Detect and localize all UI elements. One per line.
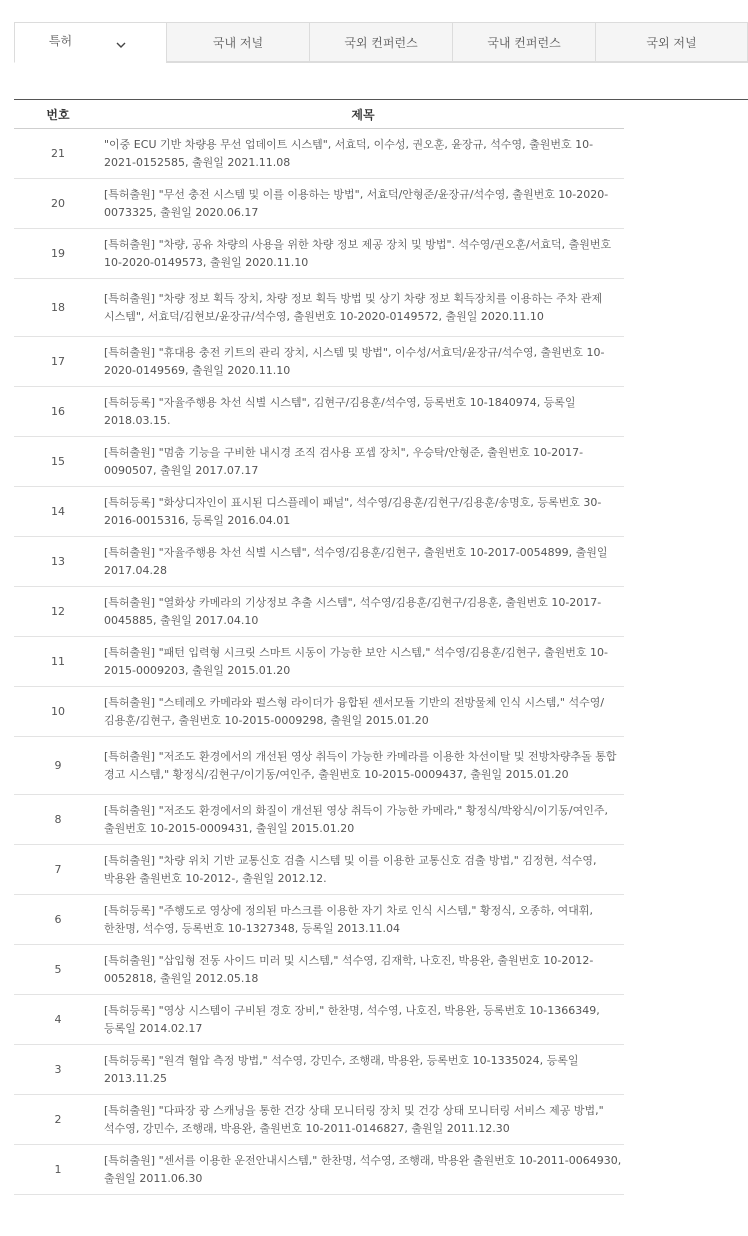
row-number: 15 — [14, 437, 102, 487]
tab-domestic-conference[interactable] — [453, 22, 596, 62]
row-number: 5 — [14, 945, 102, 995]
tab-patent[interactable] — [14, 22, 167, 63]
row-number: 17 — [14, 337, 102, 387]
table-row[interactable] — [14, 437, 624, 487]
row-title: [특허출원] "패턴 입력형 시크릿 스마트 시동이 가능한 보안 시스템," 석수영/김용훈/김현구, 출원번호 10-2015-0009203, 출원일 2015.01.20 — [102, 637, 624, 687]
table-row[interactable] — [14, 229, 624, 279]
row-title: "이중 ECU 기반 차량용 무선 업데이트 시스템", 서효덕, 이수성, 권오훈, 윤장규, 석수영, 출원번호 10-2021-0152585, 출원일 2021.11.08 — [102, 129, 624, 179]
row-number: 8 — [14, 795, 102, 845]
tab-label: 특허 — [48, 34, 73, 48]
table-row[interactable] — [14, 129, 624, 179]
table-row[interactable] — [14, 279, 624, 337]
row-number: 16 — [14, 387, 102, 437]
row-title: [특허출원] "다파장 광 스캐닝을 통한 건강 상태 모니터링 장치 및 건강 상태 모니터링 서비스 제공 방법," 석수영, 강민수, 조행래, 박용완, 출원번호 10-2011-0146827, 출원일 2011.12.30 — [102, 1095, 624, 1145]
row-title: [특허등록] "원격 혈압 측정 방법," 석수영, 강민수, 조행래, 박용완, 등록번호 10-1335024, 등록일 2013.11.25 — [102, 1045, 624, 1095]
row-number: 19 — [14, 229, 102, 279]
row-title: [특허출원] "저조도 환경에서의 개선된 영상 취득이 가능한 카메라를 이용한 차선이탈 및 전방차량추돌 통합 경고 시스템," 황정식/김현구/이기동/여인주, 출원번호 10-2015-0009437, 출원일 2015.01.20 — [102, 737, 624, 795]
table-row[interactable] — [14, 337, 624, 387]
row-number: 3 — [14, 1045, 102, 1095]
row-title: [특허등록] "화상디자인이 표시된 디스플레이 패널", 석수영/김용훈/김현구/김용훈/송명호, 등록번호 30-2016-0015316, 등록일 2016.04.01 — [102, 487, 624, 537]
row-title: [특허출원] "스테레오 카메라와 펄스형 라이더가 융합된 센서모듈 기반의 전방물체 인식 시스템," 석수영/김용훈/김현구, 출원번호 10-2015-0009298, 출원일 2015.01.20 — [102, 687, 624, 737]
table-row[interactable] — [14, 895, 624, 945]
row-title: [특허등록] "자율주행용 차선 식별 시스템", 김현구/김용훈/석수영, 등록번호 10-1840974, 등록일 2018.03.15. — [102, 387, 624, 437]
table-body — [14, 129, 624, 1195]
table-row[interactable] — [14, 587, 624, 637]
row-number: 4 — [14, 995, 102, 1045]
column-header-number: 번호 — [14, 100, 102, 129]
row-title: [특허출원] "휴대용 충전 키트의 관리 장치, 시스템 및 방법", 이수성/서효덕/윤장규/석수영, 출원번호 10-2020-0149569, 출원일 2020.11.10 — [102, 337, 624, 387]
row-number: 13 — [14, 537, 102, 587]
row-number: 11 — [14, 637, 102, 687]
row-title: [특허출원] "센서를 이용한 운전안내시스템," 한찬명, 석수영, 조행래, 박용완 출원번호 10-2011-0064930, 출원일 2011.06.30 — [102, 1145, 624, 1195]
row-title: [특허출원] "차량, 공유 차량의 사용을 위한 차량 정보 제공 장치 및 방법". 석수영/권오훈/서효덕, 출원번호 10-2020-0149573, 출원일 2020.11.10 — [102, 229, 624, 279]
tab-label: 국내 컨퍼런스 — [487, 35, 561, 50]
row-title: [특허출원] "삽입형 전동 사이드 미러 및 시스템," 석수영, 김재학, 나호진, 박용완, 출원번호 10-2012-0052818, 출원일 2012.05.18 — [102, 945, 624, 995]
row-title: [특허등록] "주행도로 영상에 정의된 마스크를 이용한 자기 차로 인식 시스템," 황정식, 오종하, 여대휘, 한찬명, 석수영, 등록번호 10-1327348, 등록일 2013.11.04 — [102, 895, 624, 945]
row-title: [특허출원] "저조도 환경에서의 화질이 개선된 영상 취득이 가능한 카메라," 황정식/박왕식/이기동/여인주, 출원번호 10-2015-0009431, 출원일 2015.01.20 — [102, 795, 624, 845]
row-title: [특허출원] "열화상 카메라의 기상정보 추출 시스템", 석수영/김용훈/김현구/김용훈, 출원번호 10-2017-0045885, 출원일 2017.04.10 — [102, 587, 624, 637]
table-row[interactable] — [14, 1145, 624, 1195]
tab-divider — [166, 62, 748, 63]
row-title: [특허등록] "영상 시스템이 구비된 경호 장비," 한찬명, 석수영, 나호진, 박용완, 등록번호 10-1366349, 등록일 2014.02.17 — [102, 995, 624, 1045]
row-number: 1 — [14, 1145, 102, 1195]
row-number: 14 — [14, 487, 102, 537]
column-header-title: 제목 — [102, 100, 624, 129]
tab-domestic-journal[interactable] — [167, 22, 310, 62]
tab-international-journal[interactable] — [596, 22, 748, 62]
row-number: 18 — [14, 279, 102, 337]
category-tabs — [14, 22, 748, 64]
row-title: [특허출원] "멈춤 기능을 구비한 내시경 조직 검사용 포셉 장치", 우승탁/안형준, 출원번호 10-2017-0090507, 출원일 2017.07.17 — [102, 437, 624, 487]
table-row[interactable] — [14, 945, 624, 995]
tab-label: 국외 컨퍼런스 — [344, 35, 418, 50]
row-title: [특허출원] "차량 정보 획득 장치, 차량 정보 획득 방법 및 상기 차량 정보 획득장치를 이용하는 주차 관제 시스템", 서효덕/김현보/윤장규/석수영, 출원번호 10-2020-0149572, 출원일 2020.11.10 — [102, 279, 624, 337]
row-title: [특허출원] "자율주행용 차선 식별 시스템", 석수영/김용훈/김현구, 출원번호 10-2017-0054899, 출원일 2017.04.28 — [102, 537, 624, 587]
table-row[interactable] — [14, 845, 624, 895]
chevron-down-icon — [116, 40, 126, 50]
row-number: 2 — [14, 1095, 102, 1145]
table-row[interactable] — [14, 1045, 624, 1095]
row-title: [특허출원] "차량 위치 기반 교통신호 검출 시스템 및 이를 이용한 교통신호 검출 방법," 김정현, 석수영, 박용완 출원번호 10-2012-, 출원일 2012.12. — [102, 845, 624, 895]
table-row[interactable] — [14, 687, 624, 737]
row-number: 7 — [14, 845, 102, 895]
row-number: 12 — [14, 587, 102, 637]
table-row[interactable] — [14, 1095, 624, 1145]
row-number: 20 — [14, 179, 102, 229]
table-row[interactable] — [14, 179, 624, 229]
table-row[interactable] — [14, 737, 624, 795]
row-number: 21 — [14, 129, 102, 179]
tab-label: 국외 저널 — [646, 35, 697, 50]
row-number: 10 — [14, 687, 102, 737]
table-row[interactable] — [14, 487, 624, 537]
table-row[interactable] — [14, 995, 624, 1045]
row-number: 9 — [14, 737, 102, 795]
tab-international-conference[interactable] — [310, 22, 453, 62]
table-row[interactable] — [14, 795, 624, 845]
table-header-row — [14, 100, 624, 129]
tab-label: 국내 저널 — [212, 35, 264, 50]
row-number: 6 — [14, 895, 102, 945]
table-row[interactable] — [14, 387, 624, 437]
row-title: [특허출원] "무선 충전 시스템 및 이를 이용하는 방법", 서효덕/안형준/윤장규/석수영, 출원번호 10-2020-0073325, 출원일 2020.06.17 — [102, 179, 624, 229]
table-row[interactable] — [14, 637, 624, 687]
patent-table — [14, 100, 624, 1195]
table-row[interactable] — [14, 537, 624, 587]
